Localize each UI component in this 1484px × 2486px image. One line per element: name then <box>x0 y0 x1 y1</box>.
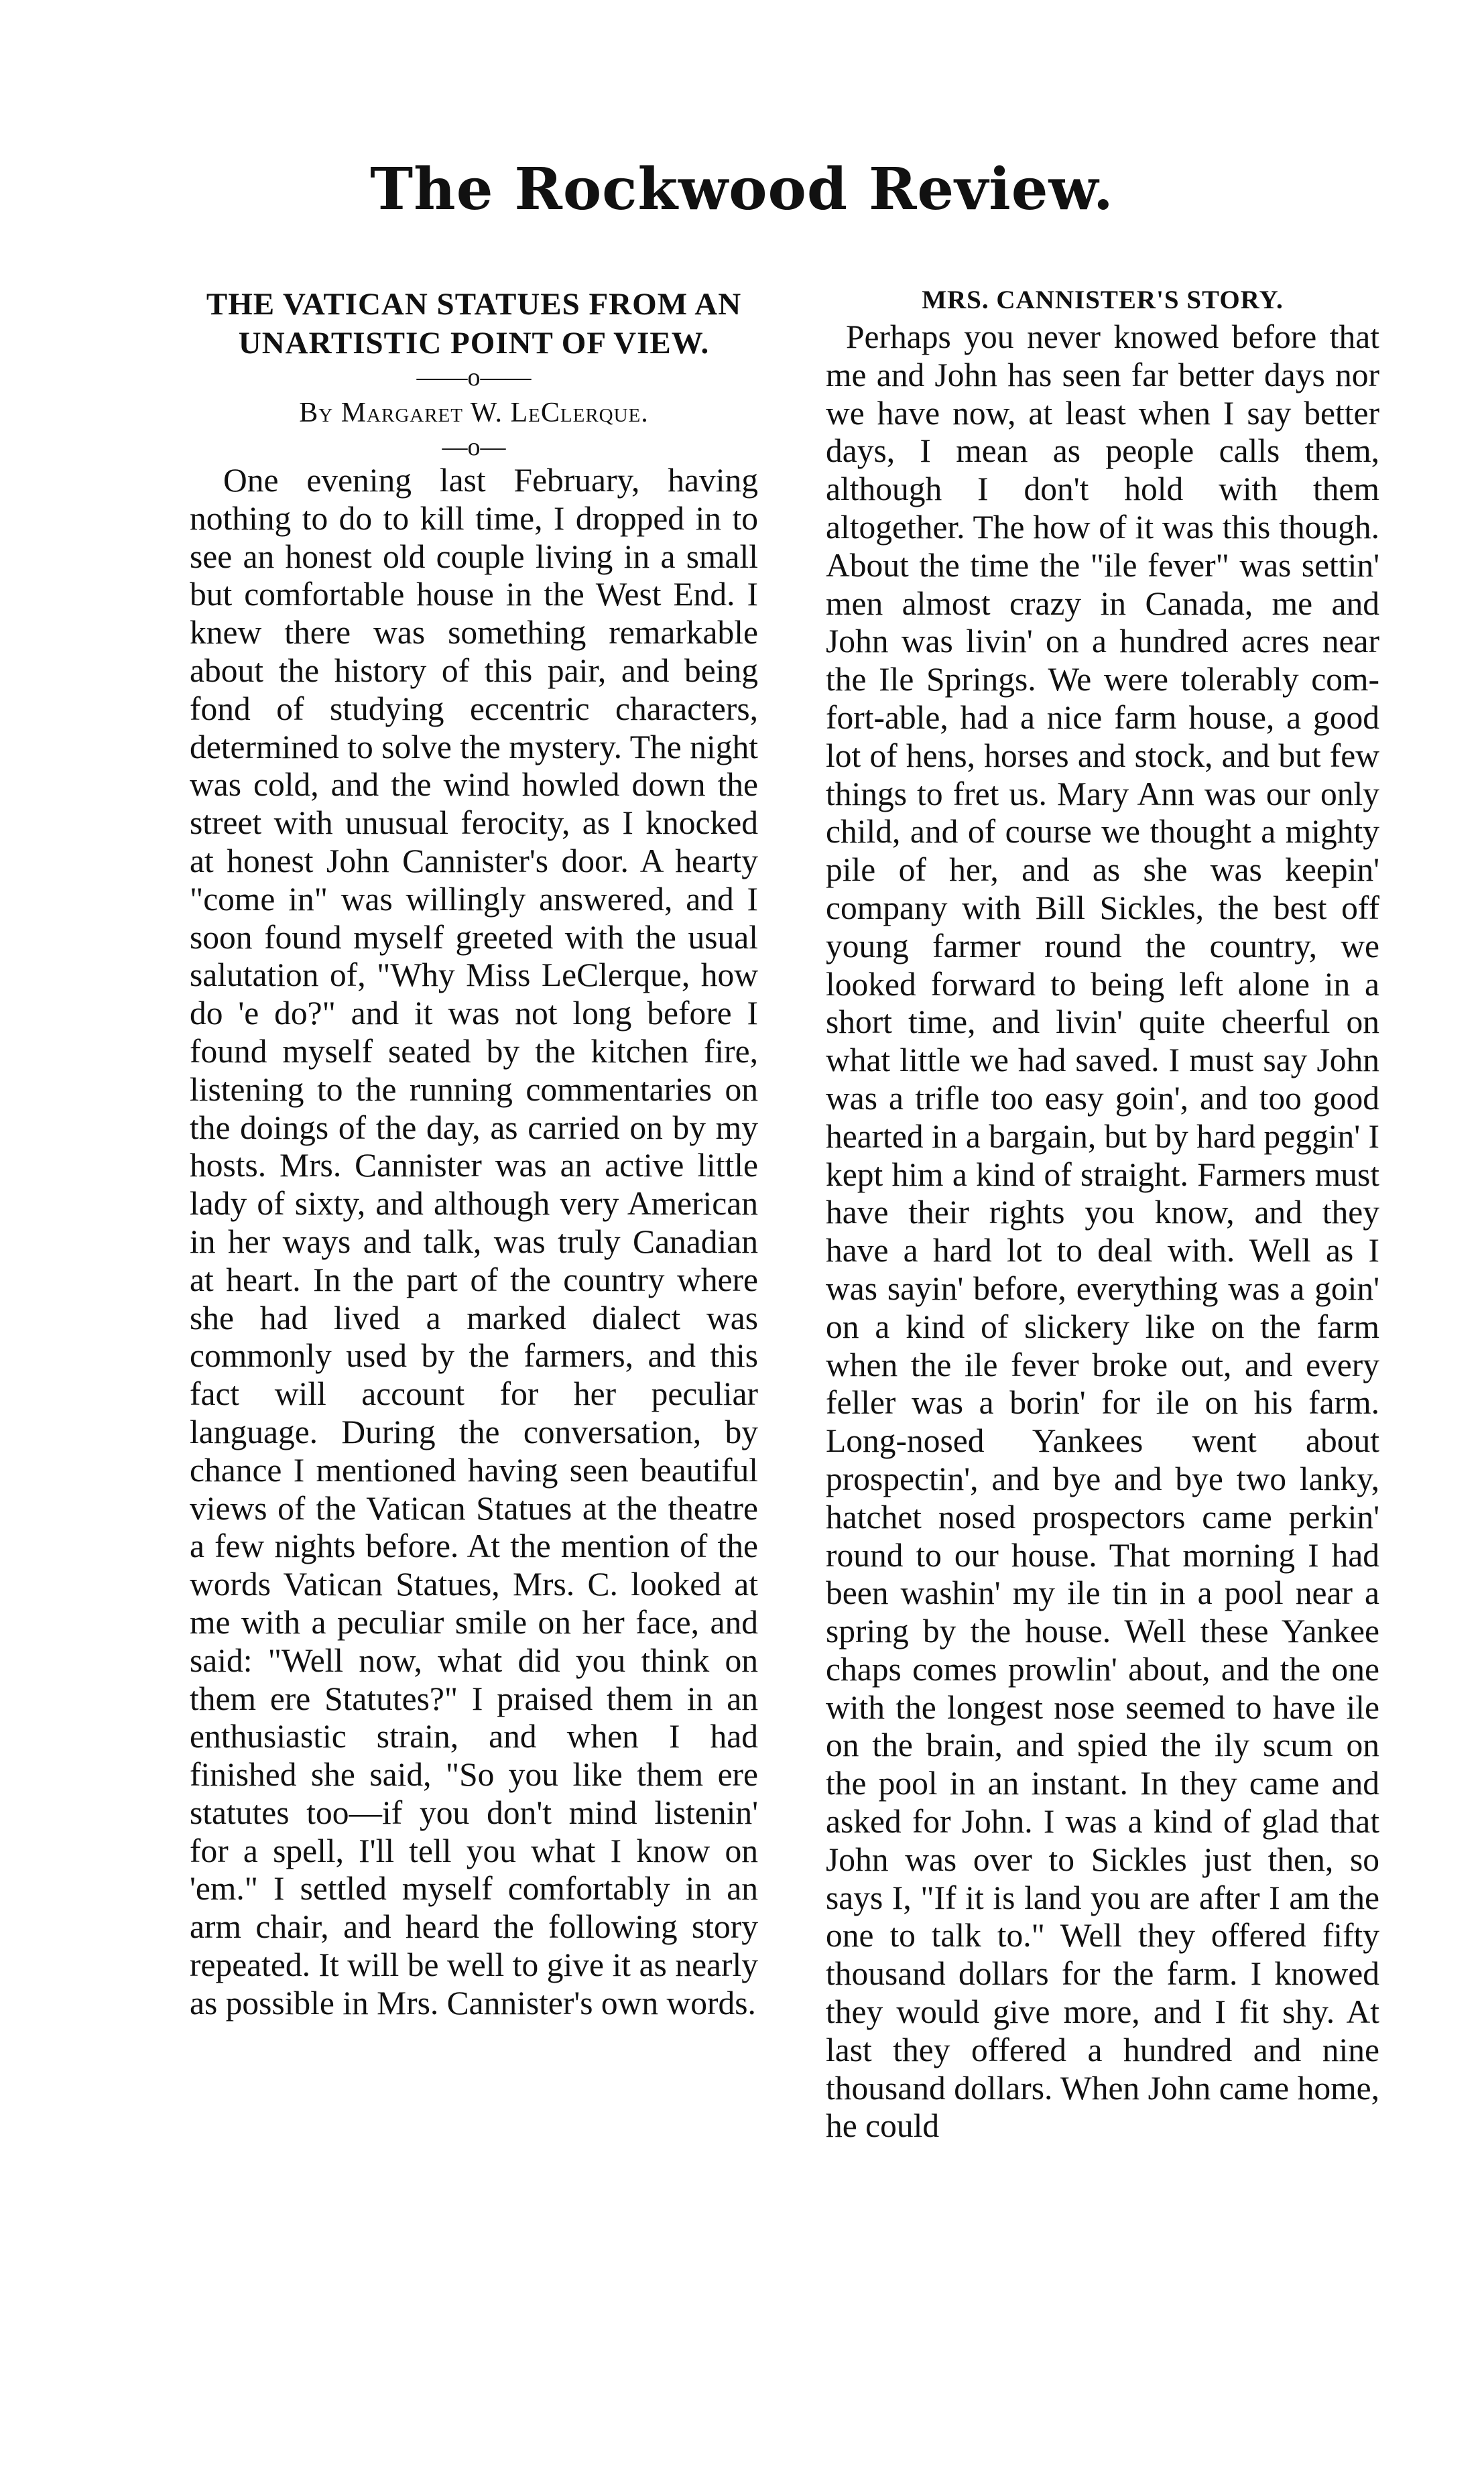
left-column <box>190 285 758 2023</box>
story-body: Perhaps you never knowed before that me and John has seen far better days nor we have now, at least when I say better days, I mean as people calls them, although I don't hold with them altogether. The how of it was this though. About the time the "ile fever" was settin' men almost crazy in Canada, me and John was livin' on a hundred acres near the Ile Springs. We were tolerably com-fort-able, had a nice farm house, a good lot of hens, horses and stock, and but few things to fret us. Mary Ann was our only child, and of course we thought a mighty pile of her, and as she was keepin' company with Bill Sickles, the best off young farmer round the country, we looked forward to being left alone in a short time, and livin' quite cheerful on what little we had saved. I must say John was a trifle too easy goin', and too good hearted in a bargain, but by hard peggin' I kept him a kind of straight. Farmers must have their rights you know, and they have a hard lot to deal with. Well as I was sayin' before, everything was a goin' on a kind of slickery like on the farm when the ile fever broke out, and every feller was a borin' for ile on his farm. Long-nosed Yankees went about prospectin', and bye and bye two lanky, hatchet nosed prospectors came perkin' round to our house. That morning I had been washin' my ile tin in a pool near a spring by the house. Well these Yankee chaps comes prowlin' about, and the one with the longest nose seemed to have ile on the brain, and spied the ily scum on the pool in an instant. In they came and asked for John. I was a kind of glad that John was over to Sickles just then, so says I, "If it is land you are after I am the one to talk to." Well they offered fifty thousand dollars for the farm. I knowed they would give more, and I fit shy. At last they offered a hundred and nine thousand dollars. When John came home, he could <box>826 318 1379 2145</box>
article-title-line1: THE VATICAN STATUES FROM AN <box>206 287 742 322</box>
masthead-title: The Rockwood Review. <box>370 156 1114 223</box>
article-title-line2: UNARTISTIC POINT OF VIEW. <box>238 326 710 361</box>
divider: ——o—— <box>416 363 532 391</box>
byline-text: By Margaret W. LeClerque. <box>299 397 649 428</box>
divider: —o— <box>442 433 506 461</box>
right-column <box>826 285 1379 2146</box>
story-heading: MRS. CANNISTER'S STORY. <box>922 286 1284 314</box>
byline <box>190 393 758 432</box>
article-title <box>190 285 758 363</box>
article-body: One evening last February, having nothing to do to kill time, I dropped in to see an honest old couple living in a small but comfortable house in the West End. I knew there was something remarkable about the history of this pair, and being fond of studying eccentric characters, determined to solve the mystery. The night was cold, and the wind howled down the street with unusual ferocity, as I knocked at honest John Cannister's door. A hearty "come in" was willingly answered, and I soon found myself greeted with the usual salutation of, "Why Miss LeClerque, how do 'e do?" and it was not long before I found myself seated by the kitchen fire, listening to the running commentaries on the doings of the day, as carried on by my hosts. Mrs. Cannister was an active little lady of sixty, and although very American in her ways and talk, was truly Canadian at heart. In the part of the country where she had lived a marked dialect was commonly used by the farmers, and this fact will account for her peculiar language. During the conversation, by chance I mentioned having seen beautiful views of the Vatican Statues at the theatre a few nights before. At the mention of the words Vatican Statues, Mrs. C. looked at me with a peculiar smile on her face, and said: "Well now, what did you think on them ere Statutes?" I praised them in an enthusiastic strain, and when I had finished she said, "So you like them ere statutes too—if you don't mind listenin' for a spell, I'll tell you what I know on 'em." I settled myself comfortably in an arm chair, and heard the following story repeated. It will be well to give it as nearly as possible in Mrs. Cannister's own words. <box>190 462 758 2022</box>
